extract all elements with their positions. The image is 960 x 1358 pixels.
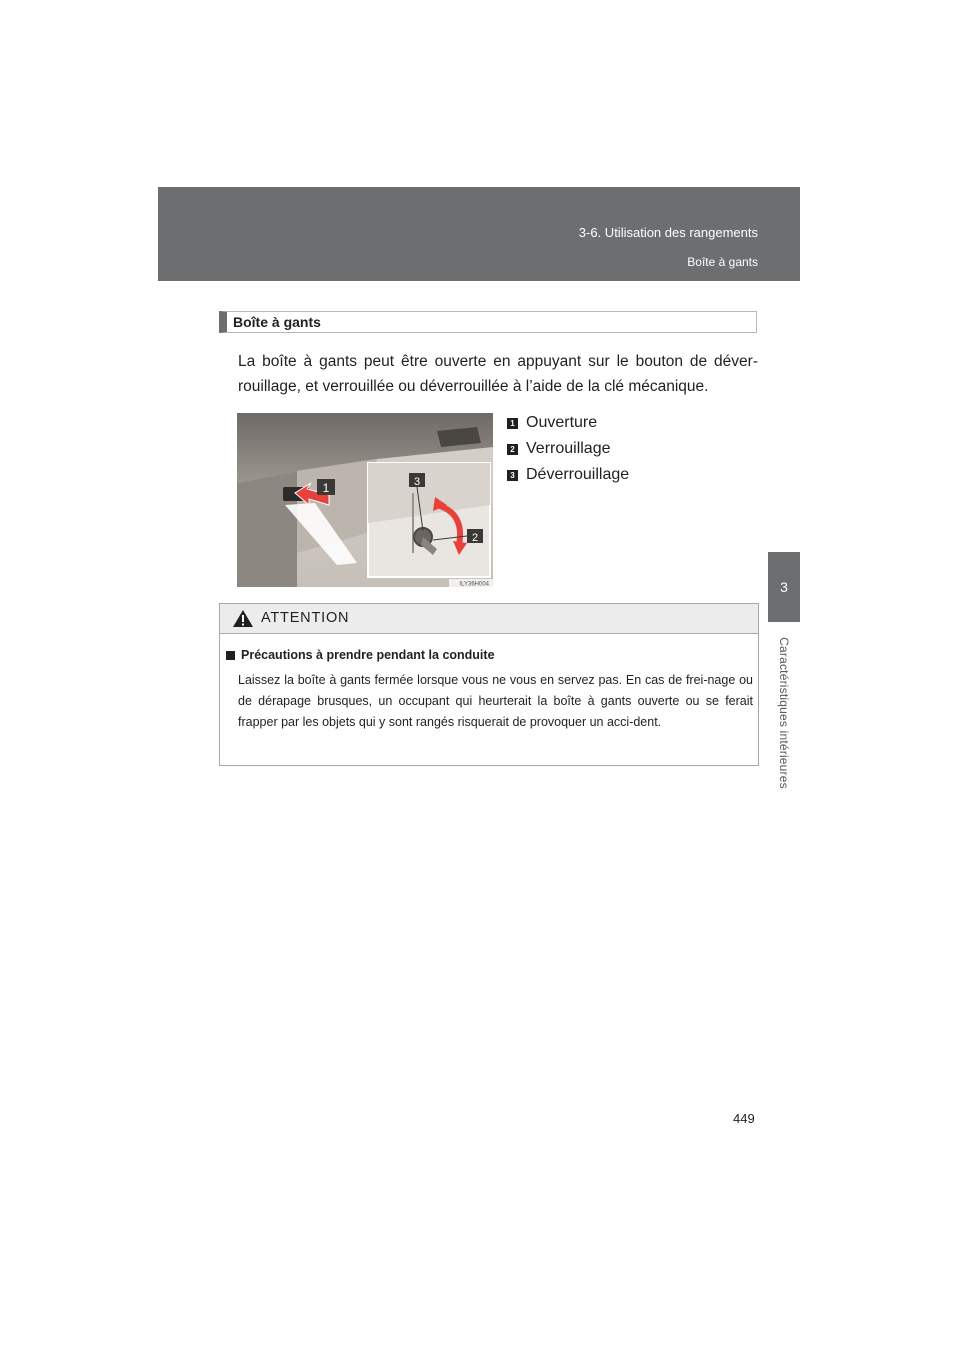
section-heading: Boîte à gants <box>219 311 757 333</box>
legend-item <box>507 462 629 488</box>
legend-number-badge: 1 <box>507 418 518 429</box>
header-section-title: 3-6. Utilisation des rangements <box>578 225 758 240</box>
figure-code: ILY36H004 <box>459 581 489 587</box>
square-bullet-icon <box>226 651 235 660</box>
warning-subtitle-text: Précautions à prendre pendant la conduite <box>241 648 495 662</box>
warning-header <box>220 604 758 634</box>
legend <box>507 410 629 488</box>
warning-triangle-icon <box>232 609 254 628</box>
warning-box <box>219 603 759 766</box>
legend-label: Déverrouillage <box>526 466 630 483</box>
chapter-label: Caractéristiques intérieures <box>777 637 791 789</box>
dashboard-illustration <box>237 413 493 587</box>
intro-paragraph: La boîte à gants peut être ouverte en appuyant sur le bouton de déver-rouillage, et verrouillée ou déverrouillée à l’aide de la clé mécanique. <box>238 353 758 395</box>
glove-box-illustration <box>237 413 493 587</box>
chapter-tab <box>768 552 800 622</box>
warning-subtitle <box>226 648 495 662</box>
warning-title: ATTENTION <box>261 610 350 626</box>
legend-label: Verrouillage <box>526 440 611 457</box>
warning-body: Laissez la boîte à gants fermée lorsque vous ne vous en servez pas. En cas de frei-nage ou de dérapage brusques, un occupant qui heurterait la boîte à gants ouverte ou se ferait frapper par les objets qui y sont rangés risquerait de provoquer un acci-dent. <box>238 673 753 729</box>
legend-item <box>507 410 629 436</box>
page-number: 449 <box>733 1111 755 1126</box>
callout-3-label: 3 <box>413 476 421 488</box>
legend-number-badge: 3 <box>507 470 518 481</box>
legend-number-badge: 2 <box>507 444 518 455</box>
header-band <box>158 187 800 281</box>
legend-item <box>507 436 629 462</box>
callout-1-label: 1 <box>322 481 330 495</box>
chapter-number: 3 <box>780 579 788 595</box>
callout-2-label: 2 <box>471 532 479 544</box>
legend-label: Ouverture <box>526 414 598 431</box>
header-subsection-title: Boîte à gants <box>687 255 758 269</box>
